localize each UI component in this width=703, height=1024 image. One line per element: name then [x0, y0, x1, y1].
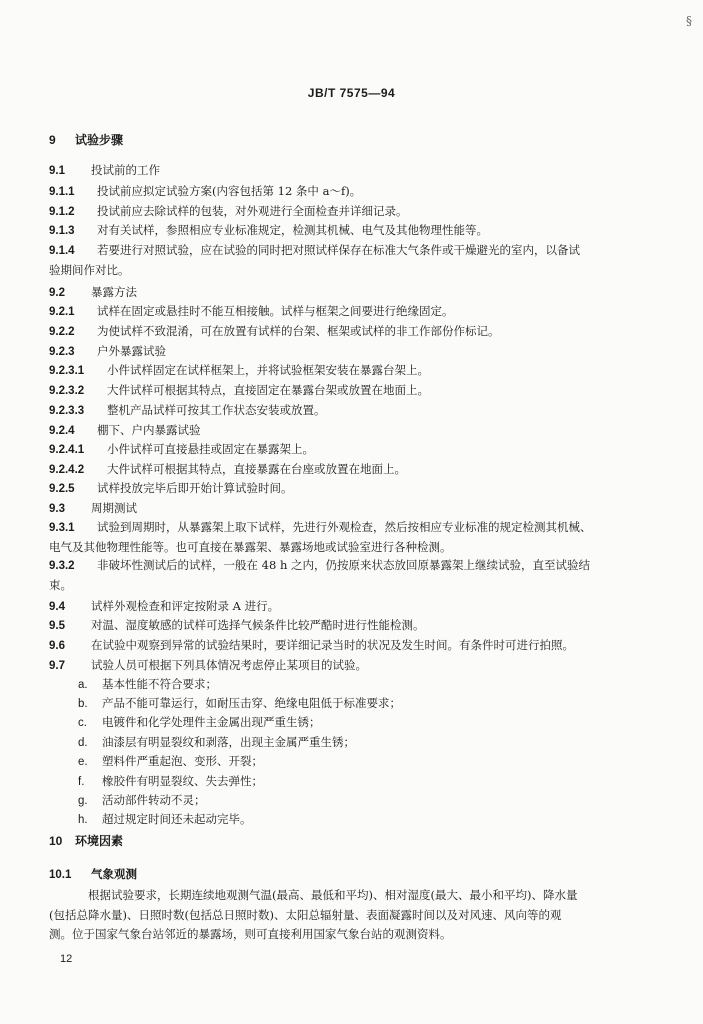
clause-text: 大件试样可根据其特点，直接固定在暴露台架或放置在地面上。 [107, 383, 429, 397]
clause-line [49, 222, 649, 239]
clause-line [49, 343, 649, 360]
clause-line [49, 657, 649, 674]
clause-number: 9 [49, 133, 56, 147]
clause-text: 小件试样可直接悬挂或固定在暴露架上。 [107, 442, 314, 456]
clause-number: 9.4 [49, 601, 65, 613]
clause-text: 束。 [49, 578, 72, 592]
clause-text: 非破坏性测试后的试样，一般在 48 h 之内，仍按原来状态放回原暴露架上继续试验，直至试验结 [97, 558, 591, 572]
clause-line [49, 519, 649, 536]
clause-number: 9.2.4 [49, 425, 75, 437]
clause-line [49, 557, 649, 574]
clause-text: 投试前的工作 [91, 163, 160, 177]
clause-text: 试验人员可根据下列具体情况考虑停止某项目的试验。 [91, 658, 367, 672]
clause-text: 为使试样不致混淆，可在放置有试样的台架、框架或试样的非工作部份作标记。 [97, 324, 500, 338]
clause-text: 试样外观检查和评定按附录 A 进行。 [91, 599, 280, 613]
clause-line [49, 402, 649, 419]
clause-number: 9.2.3.3 [49, 405, 85, 417]
clause-number: 9.2.3 [49, 346, 75, 358]
list-item-text: 油漆层有明显裂纹和剥落，出现主金属严重生锈； [102, 735, 355, 749]
clause-line [49, 242, 649, 259]
clause-text: 验期间作对比。 [49, 263, 130, 277]
clause-line [49, 323, 649, 340]
paragraph-line: 测。位于国家气象台站邻近的暴露场，则可直接利用国家气象台站的观测资料。 [49, 927, 452, 941]
list-item [78, 695, 401, 712]
clause-text: 小件试样固定在试样框架上，并将试验框架安装在暴露台架上。 [107, 363, 429, 377]
list-item [78, 734, 355, 751]
list-item [78, 753, 263, 770]
list-item [78, 676, 217, 693]
section-number: 10 [49, 834, 63, 848]
clause-line [49, 203, 649, 220]
list-item-label: e. [78, 756, 88, 768]
clause-text: 投试前应去除试样的包装，对外观进行全面检查并详细记录。 [97, 204, 408, 218]
clause-number: 9.1.2 [49, 206, 75, 218]
paragraph-line: 根据试验要求，长期连续地观测气温(最高、最低和平均)、相对湿度(最大、最小和平均)、降水量 [88, 888, 578, 902]
list-item-text: 橡胶件有明显裂纹、失去弹性； [102, 774, 263, 788]
list-item-text: 产品不能可靠运行，如耐压击穿、绝缘电阻低于标准要求； [102, 696, 401, 710]
section-10-heading [49, 833, 649, 849]
clause-line [49, 598, 649, 615]
clause-text: 试验步骤 [75, 133, 124, 147]
clause-line [49, 480, 649, 497]
clause-number: 9.3.2 [49, 560, 75, 572]
clause-line [49, 617, 649, 634]
clause-line [49, 637, 649, 654]
clause-line [49, 577, 649, 593]
clause-text: 试验到周期时，从暴露架上取下试样，先进行外观检查，然后按相应专业标准的规定检测其机械、 [97, 520, 592, 534]
list-item-text: 活动部件转动不灵； [102, 793, 206, 807]
list-item-label: g. [78, 795, 88, 807]
section-title: 环境因素 [75, 834, 124, 848]
list-item-text: 电镀件和化学处理件主金属出现严重生锈； [102, 715, 321, 729]
clause-line [49, 132, 649, 148]
clause-number: 9.5 [49, 620, 65, 632]
list-item [78, 792, 206, 809]
clause-text: 试样投放完毕后即开始计算试验时间。 [97, 481, 293, 495]
list-item-label: a. [78, 679, 88, 691]
clause-number: 9.6 [49, 640, 65, 652]
clause-line [49, 500, 649, 517]
clause-text: 对温、湿度敏感的试样可选择气候条件比较严酷时进行性能检测。 [91, 618, 425, 632]
clause-line [49, 461, 649, 478]
clause-line [49, 183, 649, 200]
subsection-10-1-heading [49, 866, 649, 883]
clause-text: 试样在固定或悬挂时不能互相接触。试样与框架之间要进行绝缘固定。 [97, 304, 454, 318]
clause-line [49, 162, 649, 179]
list-item-label: c. [78, 717, 87, 729]
subsection-number: 10.1 [49, 869, 72, 881]
clause-text: 若要进行对照试验，应在试验的同时把对照试样保存在标准大气条件或干燥避光的室内，以备试 [97, 243, 580, 257]
clause-number: 9.2.1 [49, 306, 75, 318]
clause-text: 周期测试 [91, 501, 137, 515]
list-item-label: b. [78, 698, 88, 710]
page-number: 12 [60, 953, 73, 965]
clause-number: 9.2.4.2 [49, 464, 85, 476]
clause-number: 9.3 [49, 503, 65, 515]
clause-line [49, 262, 649, 278]
subsection-title: 气象观测 [91, 867, 137, 881]
clause-text: 大件试样可根据其特点，直接暴露在台座或放置在地面上。 [107, 462, 406, 476]
clause-line [49, 539, 649, 555]
corner-mark: § [686, 14, 692, 28]
clause-text: 电气及其他物理性能等。也可直接在暴露架、暴露场地或试验室进行各种检测。 [49, 540, 452, 554]
list-item-text: 基本性能不符合要求； [102, 677, 217, 691]
clause-text: 在试验中观察到异常的试验结果时，要详细记录当时的状况及发生时间。有条件时可进行拍照。 [91, 638, 574, 652]
list-item [78, 773, 263, 790]
clause-number: 9.2.5 [49, 483, 75, 495]
clause-line [49, 303, 649, 320]
paragraph-line: (包括总降水量)、日照时数(包括总日照时数)、太阳总辐射量、表面凝露时间以及对风速、风向等的观 [49, 908, 562, 922]
clause-line [49, 362, 649, 379]
clause-number: 9.1 [49, 165, 65, 177]
clause-text: 棚下、户内暴露试验 [97, 423, 201, 437]
clause-number: 9.3.1 [49, 522, 75, 534]
list-item-text: 塑料件严重起泡、变形、开裂； [102, 754, 263, 768]
clause-text: 对有关试样，参照相应专业标准规定，检测其机械、电气及其他物理性能等。 [97, 223, 488, 237]
clause-number: 9.2.3.2 [49, 385, 85, 397]
clause-number: 9.2.2 [49, 326, 75, 338]
clause-text: 暴露方法 [91, 285, 137, 299]
clause-number: 9.2.4.1 [49, 444, 85, 456]
standard-header: JB/T 7575—94 [307, 86, 396, 100]
clause-text: 整机产品试样可按其工作状态安装或放置。 [107, 403, 326, 417]
list-item-label: f. [78, 776, 85, 788]
list-item-label: h. [78, 814, 88, 826]
clause-text: 户外暴露试验 [97, 344, 166, 358]
clause-number: 9.1.4 [49, 245, 75, 257]
clause-line [49, 441, 649, 458]
list-item [78, 714, 321, 731]
clause-number: 9.2.3.1 [49, 365, 85, 377]
clause-number: 9.1.3 [49, 225, 75, 237]
list-item-text: 超过规定时间还未起动完毕。 [102, 812, 252, 826]
list-item-label: d. [78, 737, 88, 749]
clause-line [49, 284, 649, 301]
clause-number: 9.2 [49, 287, 65, 299]
list-item [78, 811, 252, 828]
clause-line [49, 382, 649, 399]
clause-line [49, 422, 649, 439]
clause-text: 投试前应拟定试验方案(内容包括第 12 条中 a～f)。 [97, 184, 362, 198]
clause-number: 9.1.1 [49, 186, 75, 198]
clause-number: 9.7 [49, 660, 65, 672]
